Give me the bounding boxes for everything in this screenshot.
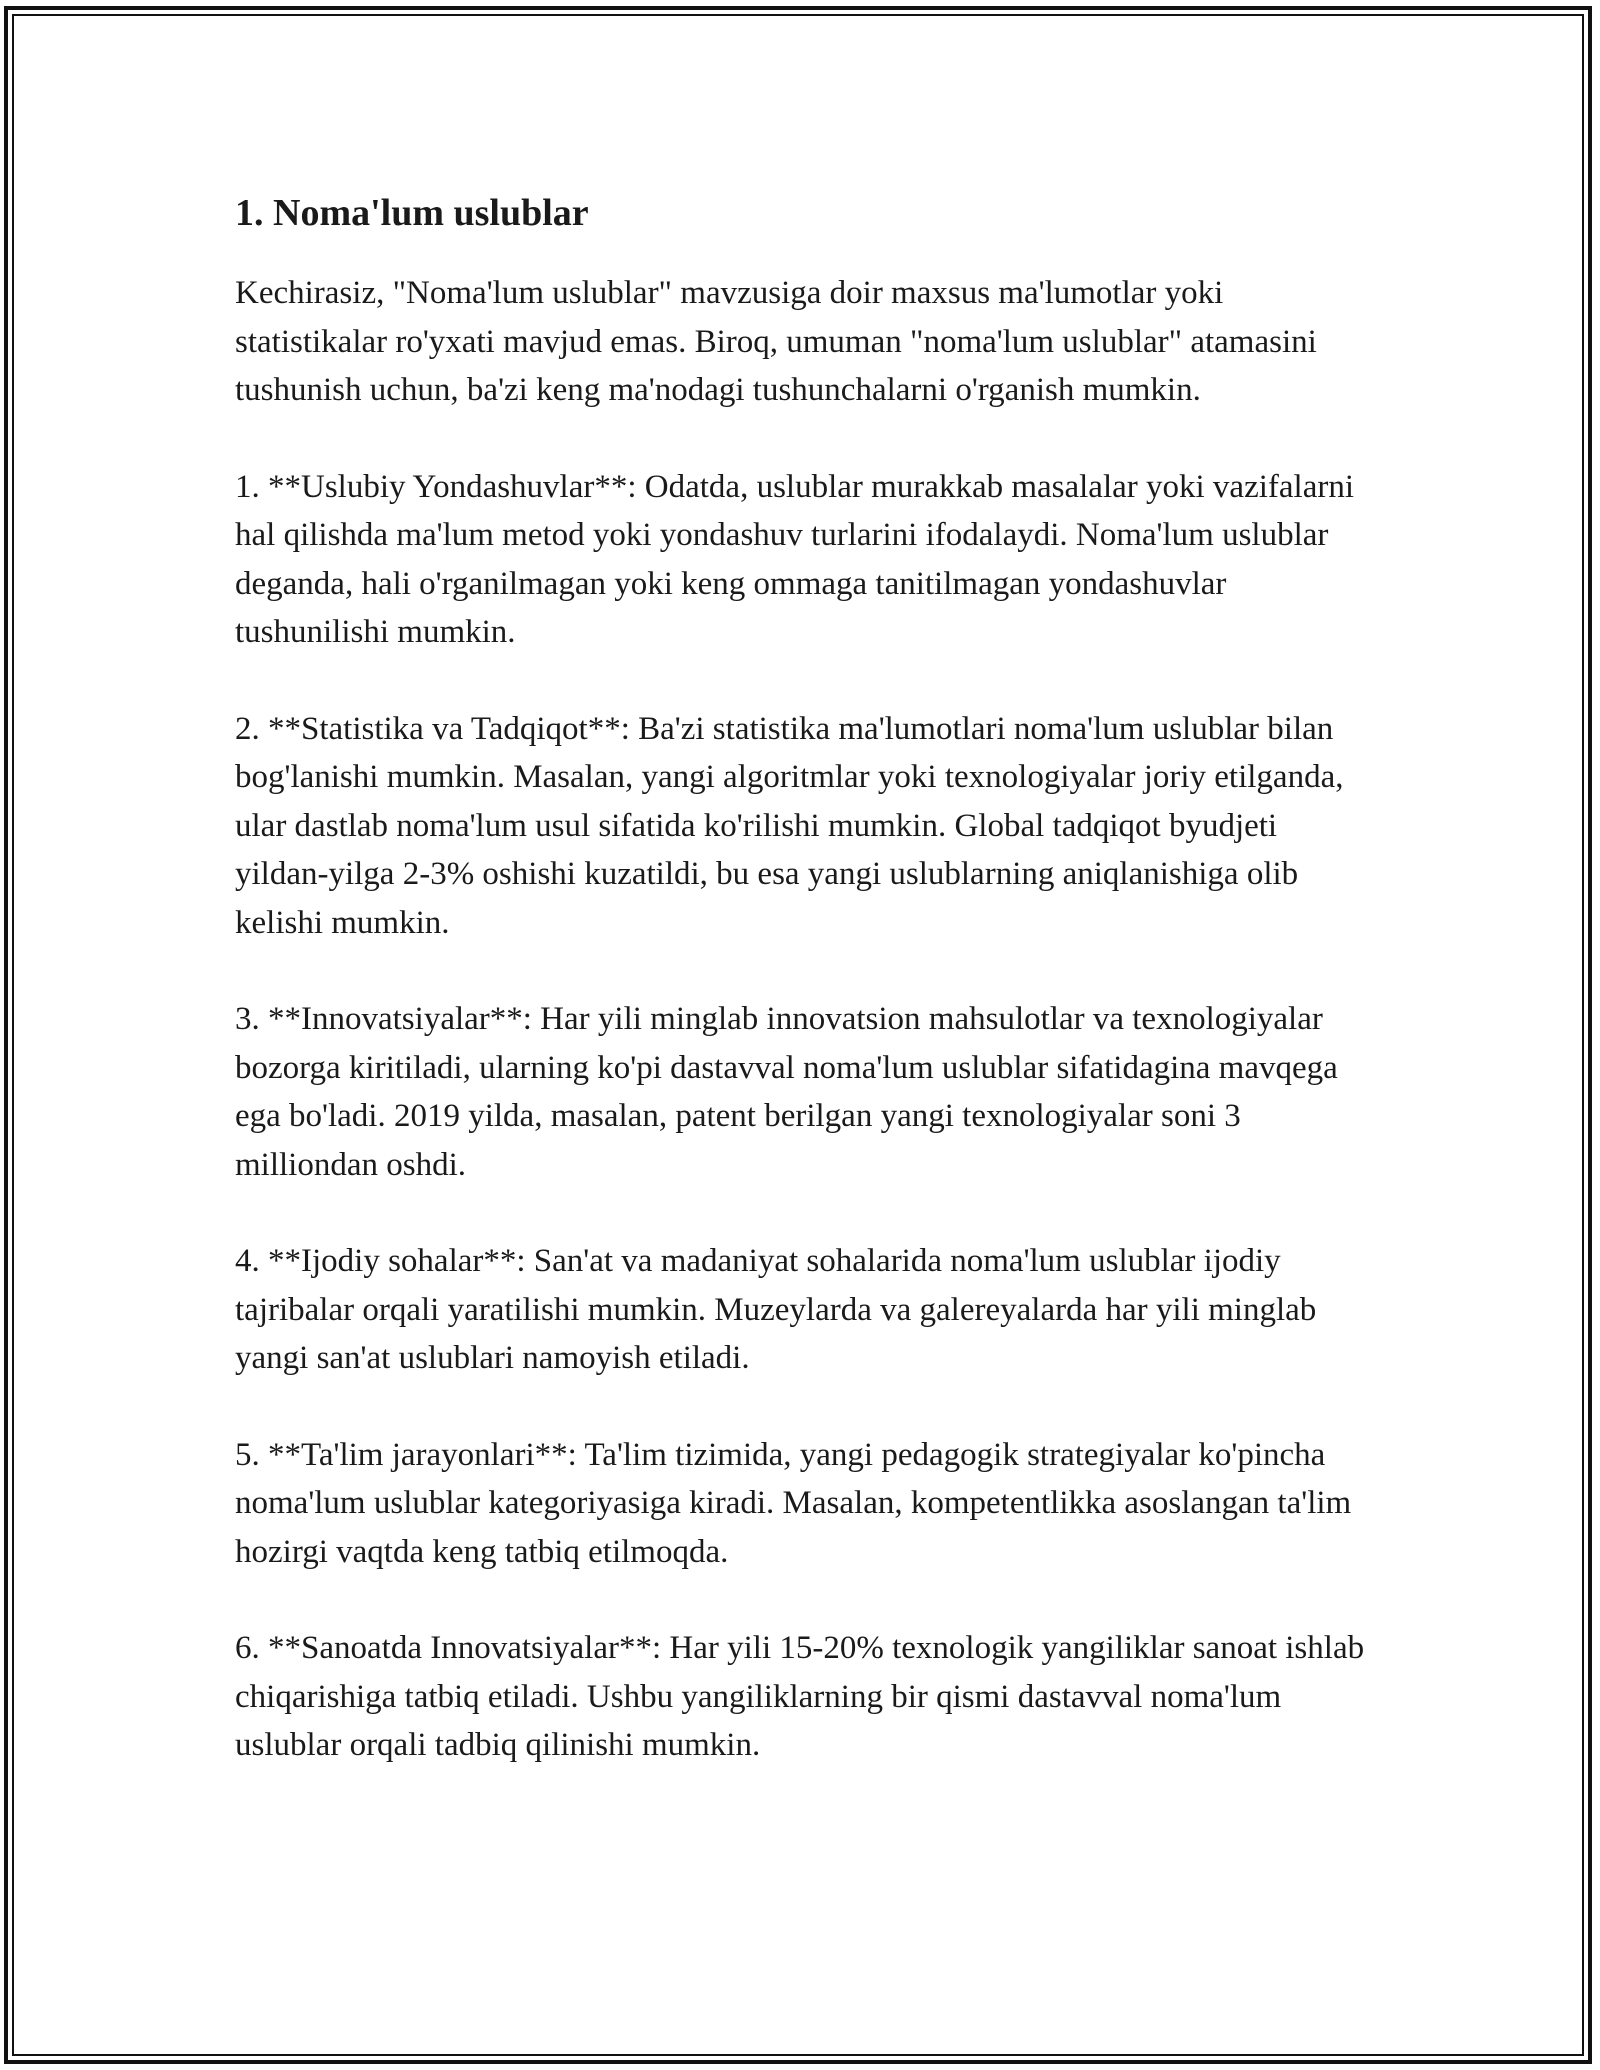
list-item-sanoatda-innovatsiyalar: 6. **Sanoatda Innovatsiyalar**: Har yili 15-20% texnologik yangiliklar sanoat ishlab chiqarishiga tatbiq etiladi. Ushbu yangiliklarning bir qismi dastavval noma'lum uslublar orqali tadbiq qilinishi mumkin. <box>235 1630 1365 1763</box>
document-body <box>235 187 1375 1818</box>
document-title: 1. Noma'lum uslublar <box>235 192 589 234</box>
intro-paragraph: Kechirasiz, "Noma'lum uslublar" mavzusiga doir maxsus ma'lumotlar yoki statistikalar ro'yxati mavjud emas. Biroq, umuman "noma'lum uslublar" atamasini tushunish uchun, ba'zi keng ma'nodagi tushunchalarni o'rganish mumkin. <box>235 275 1317 408</box>
list-item-talim-jarayonlari: 5. **Ta'lim jarayonlari**: Ta'lim tizimida, yangi pedagogik strategiyalar ko'pincha noma'lum uslublar kategoriyasiga kiradi. Masalan, kompetentlikka asoslangan ta'lim hozirgi vaqtda keng tatbiq etilmoqda. <box>235 1436 1352 1570</box>
list-item-innovatsiyalar: 3. **Innovatsiyalar**: Har yili minglab innovatsion mahsulotlar va texnologiyalar bozorga kiritiladi, ularning ko'pi dastavval noma'lum uslublar sifatidagina mavqega ega bo'ladi. 2019 yilda, masalan, patent berilgan yangi texnologiyalar soni 3 milliondan oshdi. <box>235 1001 1338 1183</box>
list-item-ijodiy-sohalar: 4. **Ijodiy sohalar**: San'at va madaniyat sohalarida noma'lum uslublar ijodiy tajribalar orqali yaratilishi mumkin. Muzeylarda va galereyalarda har yili minglab yangi san'at uslublari namoyish etiladi. <box>235 1243 1317 1376</box>
list-item-statistika-va-tadqiqot: 2. **Statistika va Tadqiqot**: Ba'zi statistika ma'lumotlari noma'lum uslublar bilan bog'lanishi mumkin. Masalan, yangi algoritmlar yoki texnologiyalar joriy etilganda, ular dastlab noma'lum usul sifatida ko'rilishi mumkin. Global tadqiqot byudjeti yildan-yilga 2-3% oshishi kuzatildi, bu esa yangi uslublarning aniqlanishiga olib kelishi mumkin. <box>235 710 1344 941</box>
list-item-uslubiy-yondashuvlar: 1. **Uslubiy Yondashuvlar**: Odatda, uslublar murakkab masalalar yoki vazifalarni hal qilishda ma'lum metod yoki yondashuv turlarini ifodalaydi. Noma'lum uslublar deganda, hali o'rganilmagan yoki keng ommaga tanitilmagan yondashuvlar tushunilishi mumkin. <box>235 468 1355 650</box>
